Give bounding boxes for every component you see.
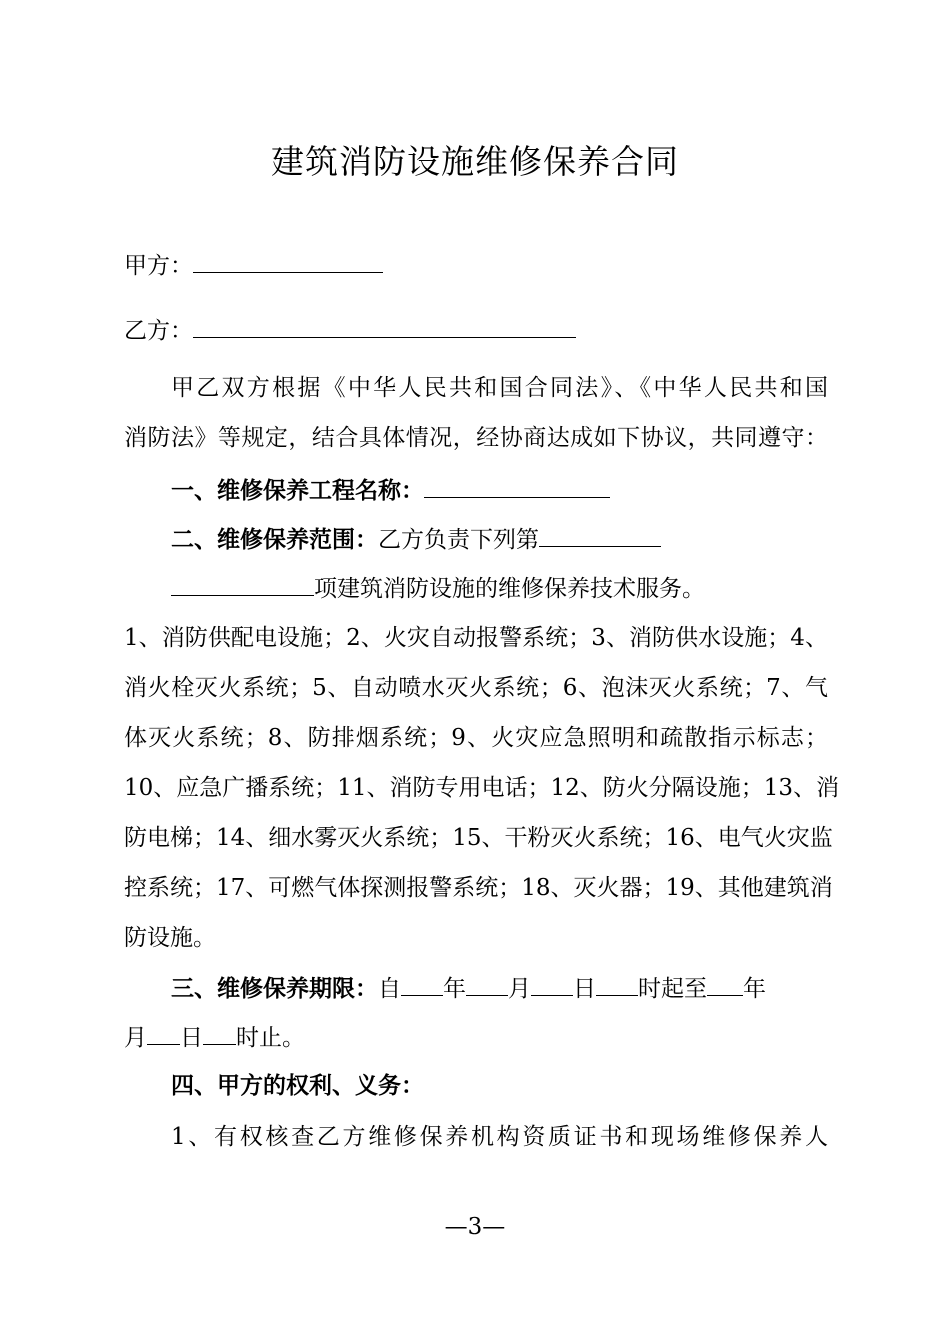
from-label: 自 xyxy=(378,976,401,1002)
scope-items-blank-2 xyxy=(171,571,314,596)
project-name-blank xyxy=(424,473,610,498)
section3-heading: 三、维修保养期限： xyxy=(171,976,378,1002)
year-label: 年 xyxy=(743,976,766,1002)
year-label: 年 xyxy=(443,976,466,1002)
end-year-blank xyxy=(707,971,743,996)
start-month-blank xyxy=(466,971,508,996)
facility-list-line: 1、消防供配电设施；2、火灾自动报警系统；3、消防供水设施；4、 xyxy=(124,625,828,651)
end-label: 时止。 xyxy=(236,1025,305,1051)
party-b-label: 乙方： xyxy=(124,318,193,344)
section2-line-2 xyxy=(171,571,705,605)
facility-list-line: 10、应急广播系统；11、消防专用电话；12、防火分隔设施；13、消 xyxy=(124,775,840,801)
party-a-line xyxy=(124,248,383,282)
section2-line xyxy=(171,522,661,556)
end-month-blank xyxy=(147,1020,180,1045)
facility-list-line: 防设施。 xyxy=(124,925,216,951)
facility-list-line: 体灭火系统；8、防排烟系统；9、火灾应急照明和疏散指示标志； xyxy=(124,725,828,751)
start-year-blank xyxy=(401,971,443,996)
end-day-blank xyxy=(203,1020,236,1045)
facility-list-line: 消火栓灭火系统；5、自动喷水灭火系统；6、泡沫灭火系统；7、气 xyxy=(124,675,828,701)
section3-line-2 xyxy=(124,1020,305,1054)
section1-heading: 一、维修保养工程名称： xyxy=(171,478,424,504)
month-label: 月 xyxy=(124,1025,147,1051)
party-b-line xyxy=(124,313,576,347)
party-a-label: 甲方： xyxy=(124,253,193,279)
facility-list-line: 控系统；17、可燃气体探测报警系统；18、灭火器；19、其他建筑消 xyxy=(124,875,833,901)
page-number: —3— xyxy=(444,1214,506,1240)
party-a-blank xyxy=(193,248,383,273)
day-label: 日 xyxy=(180,1025,203,1051)
start-day-blank xyxy=(531,971,573,996)
section2-text-1: 乙方负责下列第 xyxy=(378,527,539,553)
start-hour-blank xyxy=(596,971,638,996)
preamble-line-2: 消防法》等规定，结合具体情况，经协商达成如下协议，共同遵守： xyxy=(124,425,828,451)
section2-heading: 二、维修保养范围： xyxy=(171,527,378,553)
section3-line xyxy=(171,971,766,1005)
day-label: 日 xyxy=(573,976,596,1002)
section1-line xyxy=(171,473,610,507)
party-b-blank xyxy=(193,313,576,338)
preamble-line-1: 甲乙双方根据《中华人民共和国合同法》、《中华人民共和国 xyxy=(171,375,828,401)
scope-items-blank-1 xyxy=(539,522,661,547)
section2-text-2: 项建筑消防设施的维修保养技术服务。 xyxy=(314,576,705,602)
hour-start-label: 时起至 xyxy=(638,976,707,1002)
section4-heading: 四、甲方的权利、义务： xyxy=(171,1073,424,1099)
facility-list-line: 防电梯；14、细水雾灭火系统；15、干粉灭火系统；16、电气火灾监 xyxy=(124,825,833,851)
document-title: 建筑消防设施维修保养合同 xyxy=(271,142,679,181)
month-label: 月 xyxy=(508,976,531,1002)
section4-item-1: 1、有权核查乙方维修保养机构资质证书和现场维修保养人 xyxy=(171,1124,828,1150)
